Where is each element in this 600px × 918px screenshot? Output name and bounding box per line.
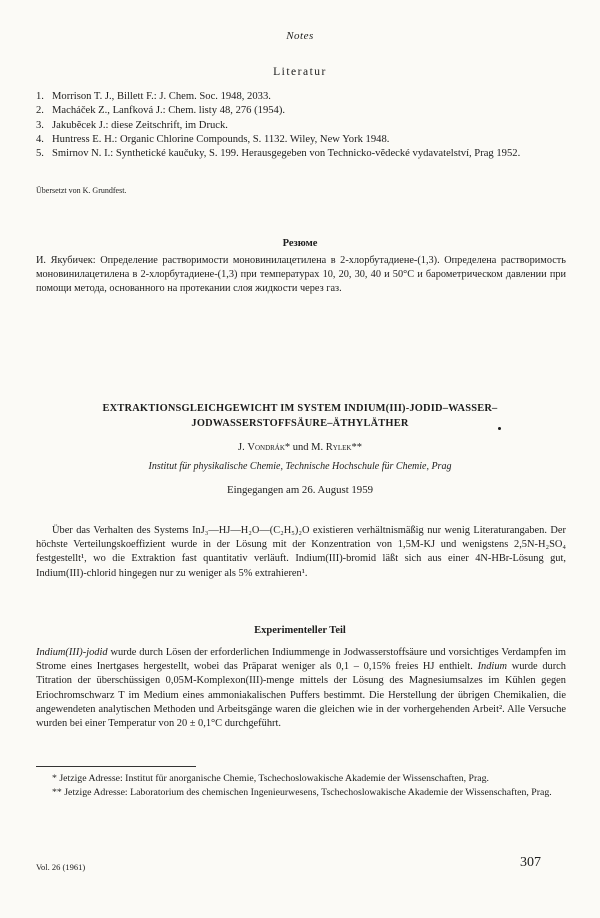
section-heading: Experimenteller Teil (254, 625, 346, 636)
received-date: Eingegangen am 26. August 1959 (226, 484, 374, 496)
summary-heading: Резюме (282, 238, 318, 249)
reference-number: 3. (36, 119, 44, 131)
footnotes (36, 772, 566, 800)
reference-text: Smirnov N. I.: Synthetické kaučuky, S. 199. Herausgegeben von Technicko-vĕdecké vydavatelství, Prag 1952. (52, 148, 521, 160)
intro-paragraph: Über das Verhalten des Systems InJ₃—HJ—H₂O—(C₂H₅)₂O existieren verhältnismäßig nur wenig Literaturangaben. Der höchste Verteilungskoeffizient wurde in der Lösung mit der Konzentration von 1,5M-KJ und wenigstens 2,5N-H₂SO₄ festgestellt¹, wo die Extraktion fast quantitativ verläuft. Indium(III)-bromid läßt sich aus einer 4N-HBr-Lösung gut, Indium(III)-chlorid hingegen nur zu weniger als 5% extrahieren¹. (36, 525, 566, 579)
reference-list (36, 90, 566, 161)
article-title (40, 402, 560, 431)
author-surname: Vondrák (247, 442, 285, 453)
reference-number: 2. (36, 105, 44, 117)
authors (0, 442, 600, 453)
reference-item (36, 133, 566, 147)
article-title-line: JODWASSERSTOFFSÄURE–ÄTHYLÄTHER (191, 417, 409, 429)
article-title-line: EXTRAKTIONSGLEICHGEWICHT IM SYSTEM INDIUM(III)-JODID–WASSER– (102, 403, 498, 414)
footnote: * Jetzige Adresse: Institut für anorganische Chemie, Tschechoslowakische Akademie der Wissenschaften, Prag. (52, 773, 489, 784)
reference-item (36, 90, 566, 104)
body-text: wurde durch Lösen der erforderlichen Indiummenge in Jodwasserstoffsäure und vorsichtiges Verdampfen im Strome eines Inertgases hergestellt, wobei das Präparat weniger als 0,1 – 0,15% freies HJ enthielt. (36, 647, 566, 673)
footnote: ** Jetzige Adresse: Laboratorium des chemischen Ingenieurwesens, Tschechoslowakische Akademie der Wissenschaften, Prag. (52, 787, 552, 798)
author-footnote-mark: ** (351, 442, 362, 453)
author-surname: Rylek (325, 442, 352, 453)
volume-info: Vol. 26 (1961) (36, 862, 86, 872)
reference-text: Jakubĕcek J.: diese Zeitschrift, im Druck. (52, 119, 228, 131)
body-text: wurde durch Titration der überschüssigen 0,05M-Komplexon(III)-menge mittels der Lösung des Magnesiumsalzes im Kühlen gegen Eriochromschwarz T im Medium eines ammoniakalischen Puffers bestimmt. Die Herstellung der übrigen Chemikalien, die angewendeten analytischen Methoden und Arbeitsgänge waren die gleichen wie in der vorhergehenden Arbeit². Alle Versuche wurden bei einer Temperatur von 20 ± 0,1°C durchgeführt. (36, 661, 566, 730)
reference-number: 5. (36, 148, 44, 160)
term-italic: Indium(III)-jodid (36, 647, 108, 658)
reference-item (36, 119, 566, 133)
reference-item (36, 104, 566, 118)
stray-mark (498, 427, 501, 430)
running-head: Notes (286, 30, 314, 42)
author-footnote-mark: * (284, 442, 291, 453)
term-italic: Indium (477, 661, 508, 673)
reference-text: Huntress E. H.: Organic Chlorine Compounds, S. 1132. Wiley, New York 1948. (52, 133, 390, 145)
translator-note: Übersetzt von K. Grundfest. (36, 186, 127, 195)
reference-text: Macháček Z., Lanfková J.: Chem. listy 48, 276 (1954). (52, 105, 286, 117)
authors-conjunction: und M. (290, 442, 326, 453)
reference-item (36, 147, 566, 161)
page-number: 307 (520, 855, 541, 870)
footnote-rule (36, 766, 196, 767)
reference-text: Morrison T. J., Billett F.: J. Chem. Soc. 1948, 2033. (52, 91, 271, 102)
institution: Institut für physikalische Chemie, Technische Hochschule für Chemie, Prag (148, 461, 452, 472)
reference-number: 1. (36, 91, 44, 102)
author-initial: J. (238, 442, 248, 453)
reference-number: 4. (36, 133, 44, 145)
literature-heading: Literatur (273, 66, 327, 78)
experimental-paragraph (36, 646, 566, 731)
summary-text: И. Якубичек: Определение растворимости моновинилацетилена в 2-хлорбутадиене-(1,3). Определена растворимость моновинилацетилена в 2-хлорбутадиене-(1,3) при температурах 10, 20, 30, 40 и 50°C и барометрическом давлении при помощи метода, основанного на протекании слоя жидкости через газ. (36, 255, 566, 295)
